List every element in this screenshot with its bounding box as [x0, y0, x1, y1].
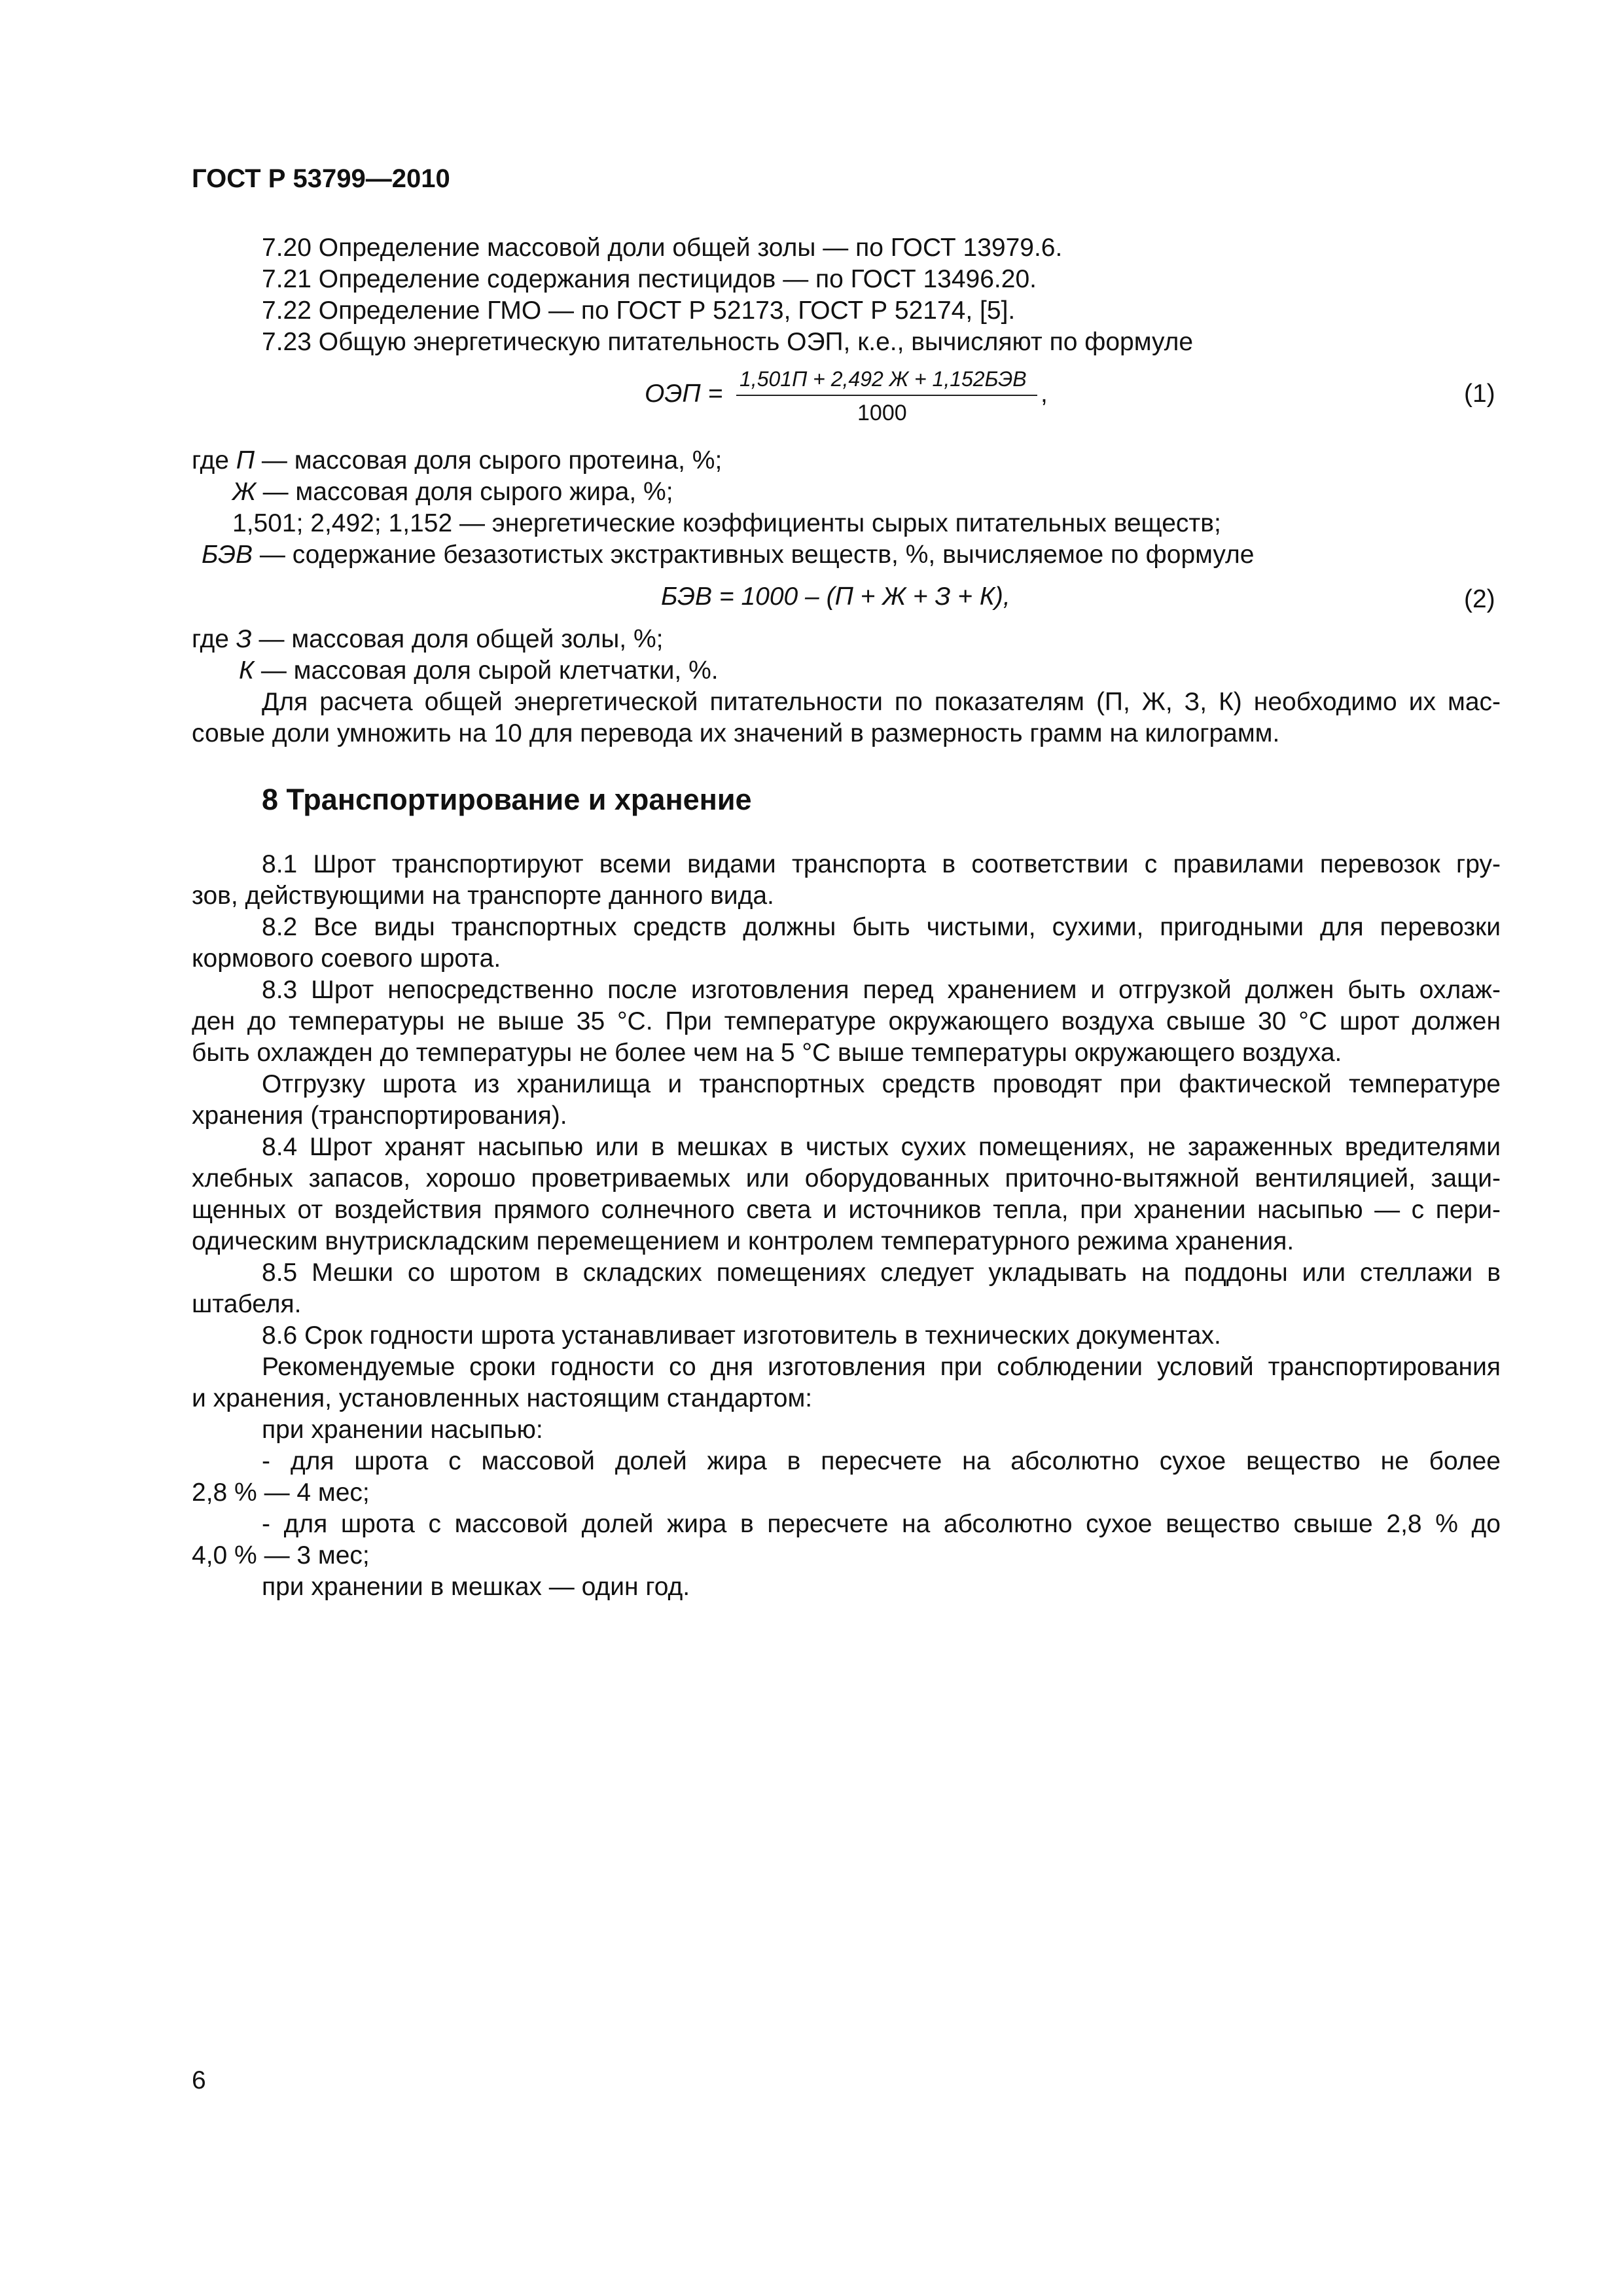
where-item-protein: где П — массовая доля сырого протеина, %;	[192, 446, 722, 475]
formula-2: БЭВ = 1000 – (П + Ж + З + К),	[661, 583, 1010, 611]
formula-1-comma: ,	[1041, 380, 1048, 408]
s8-line: кормового соевого шрота.	[192, 944, 501, 973]
s8-line: Рекомендуемые сроки годности со дня изготовления при соблюдении условий транспортирования	[262, 1353, 1501, 1381]
fraction-bar	[736, 395, 1037, 396]
formula-1-number: (1)	[1464, 380, 1495, 408]
note-line-1: Для расчета общей энергетической питательности по показателям (П, Ж, З, К) необходимо их мас-	[262, 688, 1501, 716]
s8-line: 8.1 Шрот транспортируют всеми видами транспорта в соответствии с правилами перевозок гру-	[262, 850, 1501, 878]
formula-1-denominator: 1000	[857, 401, 907, 425]
note-line-2: совые доли умножить на 10 для перевода их значений в размерность грамм на килограмм.	[192, 719, 1280, 747]
s8-line: 8.4 Шрот хранят насыпью или в мешках в чистых сухих помещениях, не зараженных вредителями	[262, 1133, 1501, 1161]
s8-line: - для шрота с массовой долей жира в пересчете на абсолютно сухое вещество свыше 2,8 % до	[262, 1510, 1501, 1538]
s8-line: 8.3 Шрот непосредственно после изготовления перед хранением и отгрузкой должен быть охлаж-	[262, 976, 1501, 1004]
paragraph-7-22: 7.22 Определение ГМО — по ГОСТ Р 52173, ГОСТ Р 52174, [5].	[262, 296, 1016, 325]
s8-line: при хранении насыпью:	[262, 1416, 543, 1444]
s8-line: 8.6 Срок годности шрота устанавливает изготовитель в технических документах.	[262, 1321, 1221, 1350]
s8-line: - для шрота с массовой долей жира в пересчете на абсолютно сухое вещество не более	[262, 1447, 1501, 1475]
s8-line: одическим внутрискладским перемещением и контролем температурного режима хранения.	[192, 1227, 1294, 1255]
where-item-fiber: К — массовая доля сырой клетчатки, %.	[239, 656, 719, 685]
s8-line: быть охлажден до температуры не более чем на 5 °С выше температуры окружающего воздуха.	[192, 1039, 1342, 1067]
where-item-ash: где З — массовая доля общей золы, %;	[192, 625, 664, 653]
paragraph-7-20: 7.20 Определение массовой доли общей золы — по ГОСТ 13979.6.	[262, 234, 1063, 262]
s8-line: Отгрузку шрота из хранилища и транспортных средств проводят при фактической температуре	[262, 1070, 1501, 1098]
paragraph-7-21: 7.21 Определение содержания пестицидов — по ГОСТ 13496.20.	[262, 265, 1037, 293]
s8-line: ден до температуры не выше 35 °С. При температуре окружающего воздуха свыше 30 °С шрот должен	[192, 1007, 1501, 1035]
formula-1-numerator: 1,501П + 2,492 Ж + 1,152БЭВ	[740, 367, 1027, 391]
where-item-bev: БЭВ — содержание безазотистых экстрактивных веществ, %, вычисляемое по формуле	[202, 541, 1255, 569]
formula-1-lhs: ОЭП =	[645, 380, 723, 408]
s8-line: 8.5 Мешки со шротом в складских помещениях следует укладывать на поддоны или стеллажи в	[262, 1259, 1501, 1287]
formula-2-number: (2)	[1464, 585, 1495, 613]
s8-line: штабеля.	[192, 1290, 302, 1318]
s8-line: щенных от воздействия прямого солнечного света и источников тепла, при хранении насыпью — с пери-	[192, 1196, 1501, 1224]
section-8-heading: 8 Транспортирование и хранение	[262, 783, 752, 816]
s8-line: и хранения, установленных настоящим стандартом:	[192, 1384, 813, 1412]
where-item-fat: Ж — массовая доля сырого жира, %;	[232, 478, 673, 506]
s8-line: зов, действующими на транспорте данного вида.	[192, 882, 774, 910]
s8-line: 2,8 % — 4 мес;	[192, 1479, 370, 1507]
s8-line: хранения (транспортирования).	[192, 1102, 567, 1130]
document-header: ГОСТ Р 53799—2010	[192, 164, 450, 193]
s8-line: 8.2 Все виды транспортных средств должны быть чистыми, сухими, пригодными для перевозки	[262, 913, 1501, 941]
paragraph-7-23: 7.23 Общую энергетическую питательность ОЭП, к.е., вычисляют по формуле	[262, 328, 1194, 356]
s8-line: при хранении в мешках — один год.	[262, 1573, 690, 1601]
where-item-coefficients: 1,501; 2,492; 1,152 — энергетические коэффициенты сырых питательных веществ;	[232, 509, 1221, 537]
s8-line: 4,0 % — 3 мес;	[192, 1541, 370, 1570]
page-number: 6	[192, 2066, 206, 2094]
s8-line: хлебных запасов, хорошо проветриваемых или оборудованных приточно-вытяжной вентиляцией, защи-	[192, 1164, 1501, 1193]
